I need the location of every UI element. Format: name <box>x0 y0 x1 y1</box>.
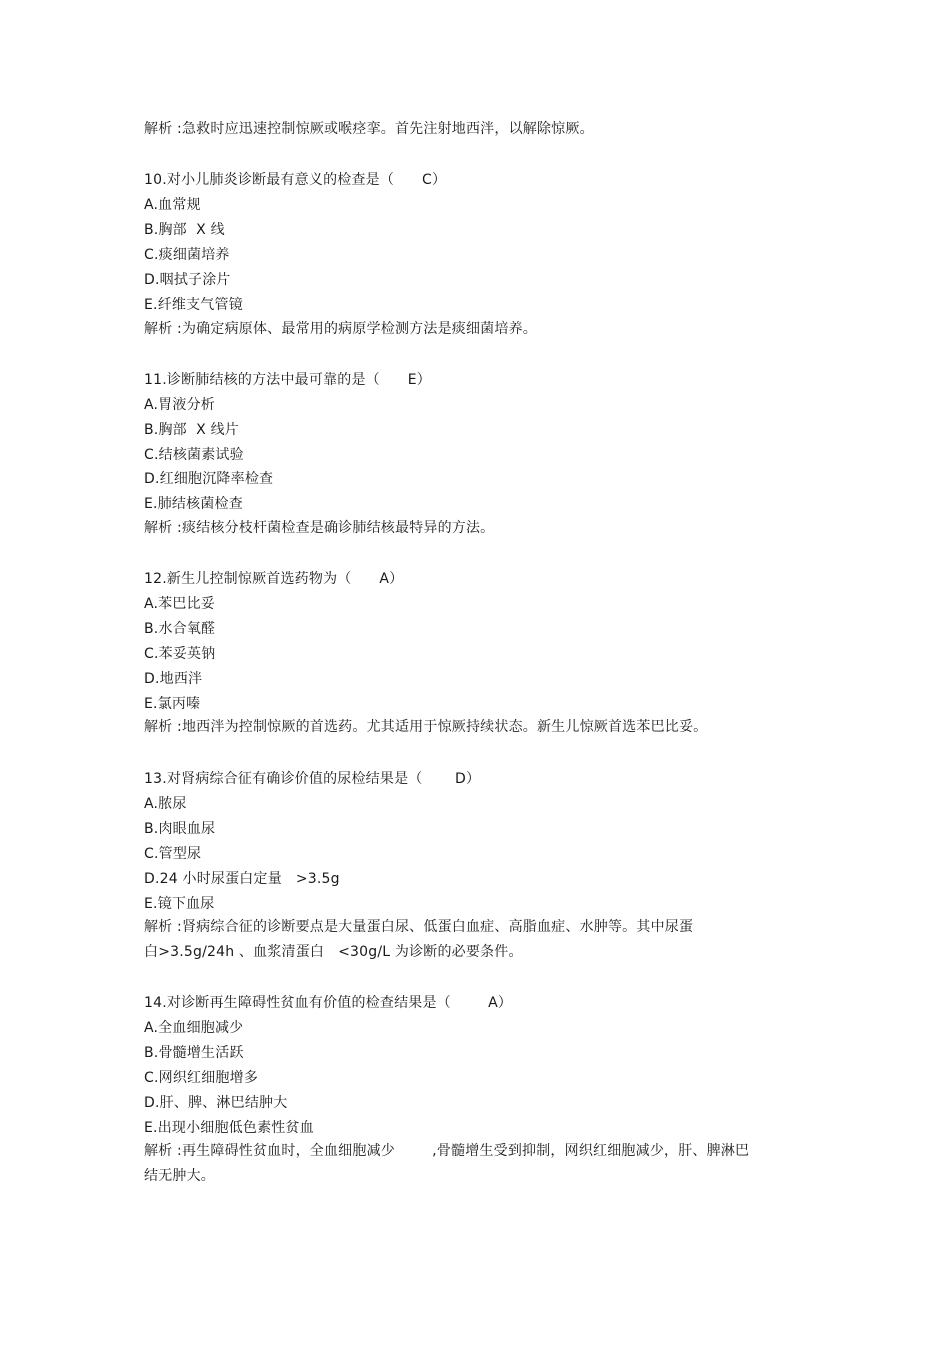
answer-option: A.血常规 <box>144 197 201 213</box>
answer-option: B.胸部 X 线片 <box>144 422 239 438</box>
answer-option: C.网织红细胞增多 <box>144 1070 259 1086</box>
question-title: 10.对小儿肺炎诊断最有意义的检查是（ C） <box>144 172 447 188</box>
answer-option: C.结核菌素试验 <box>144 447 244 463</box>
answer-option: D.红细胞沉降率检查 <box>144 471 274 487</box>
answer-option: B.骨髓增生活跃 <box>144 1045 244 1061</box>
explanation: 解析 :为确定病原体、最常用的病原学检测方法是痰细菌培养。 <box>144 321 537 337</box>
answer-option: D.咽拭子涂片 <box>144 272 231 288</box>
answer-option: A.脓尿 <box>144 796 187 812</box>
explanation: 白>3.5g/24h 、血浆清蛋白 <30g/L 为诊断的必要条件。 <box>144 944 523 960</box>
explanation: 解析 :再生障碍性贫血时，全血细胞减少 ,骨髓增生受到抑制，网织红细胞减少，肝、脾淋巴 <box>144 1143 750 1159</box>
text-line: 解析 :急救时应迅速控制惊厥或喉痉挛。首先注射地西泮，以解除惊厥。 <box>144 121 594 137</box>
answer-option: D.肝、脾、淋巴结肿大 <box>144 1095 288 1111</box>
explanation: 解析 :痰结核分枝杆菌检查是确诊肺结核最特异的方法。 <box>144 520 495 536</box>
question-title: 14.对诊断再生障碍性贫血有价值的检查结果是（ A） <box>144 995 513 1011</box>
answer-option: E.镜下血尿 <box>144 896 215 912</box>
explanation: 结无肿大。 <box>144 1168 215 1184</box>
answer-option: E.出现小细胞低色素性贫血 <box>144 1120 314 1136</box>
question-title: 12.新生儿控制惊厥首选药物为（ A） <box>144 571 404 587</box>
answer-option: C.管型尿 <box>144 846 202 862</box>
answer-option: C.苯妥英钠 <box>144 646 216 662</box>
answer-option: A.胃液分析 <box>144 397 215 413</box>
answer-option: D.24 小时尿蛋白定量 >3.5g <box>144 871 340 887</box>
answer-option: E.肺结核菌检查 <box>144 496 243 512</box>
answer-option: B.胸部 X 线 <box>144 222 225 238</box>
answer-option: C.痰细菌培养 <box>144 247 230 263</box>
answer-option: B.肉眼血尿 <box>144 821 216 837</box>
answer-option: A.全血细胞减少 <box>144 1020 244 1036</box>
answer-option: E.氯丙嗪 <box>144 696 201 712</box>
question-title: 11.诊断肺结核的方法中最可靠的是（ E） <box>144 372 432 388</box>
answer-option: B.水合氧醛 <box>144 621 216 637</box>
answer-option: D.地西泮 <box>144 671 203 687</box>
answer-option: E.纤维支气管镜 <box>144 297 243 313</box>
explanation: 解析 :地西泮为控制惊厥的首选药。尤其适用于惊厥持续状态。新生儿惊厥首选苯巴比妥。 <box>144 719 708 735</box>
answer-option: A.苯巴比妥 <box>144 596 215 612</box>
question-title: 13.对肾病综合征有确诊价值的尿检结果是（ D） <box>144 771 481 787</box>
explanation: 解析 :肾病综合征的诊断要点是大量蛋白尿、低蛋白血症、高脂血症、水肿等。其中尿蛋 <box>144 919 694 935</box>
